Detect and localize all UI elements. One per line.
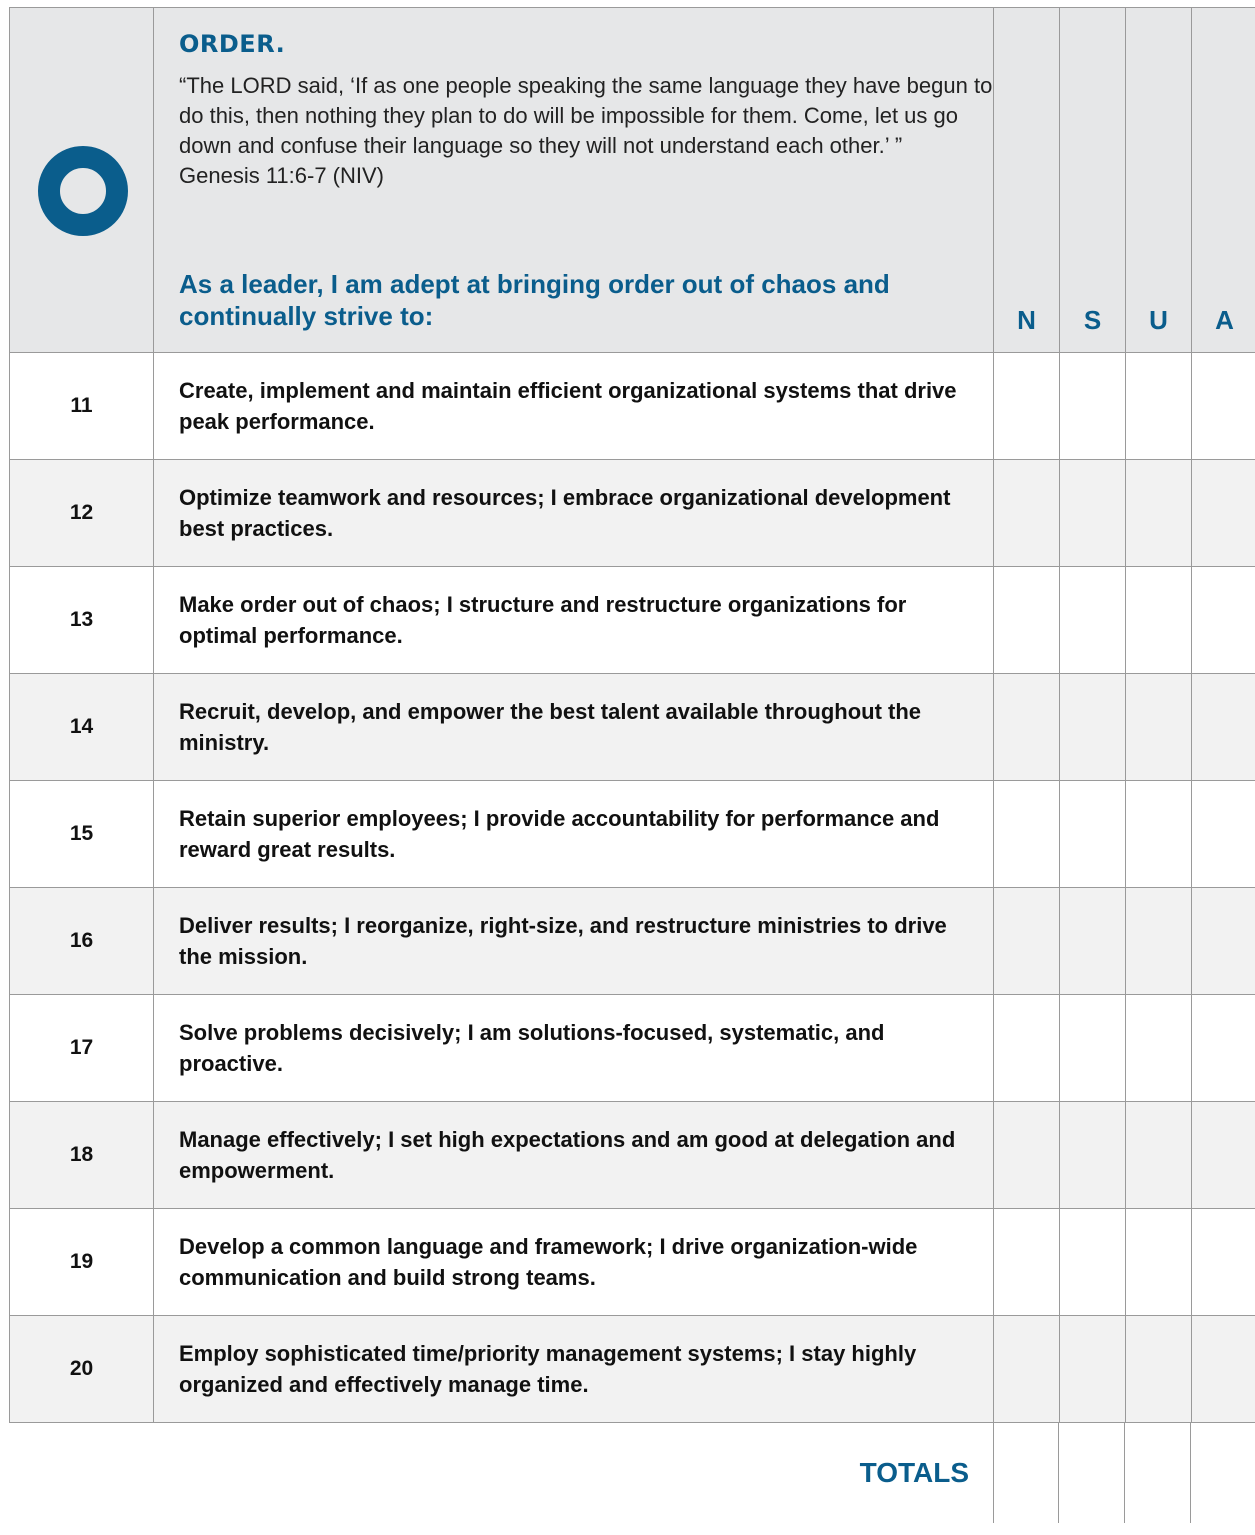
rating-cell-n[interactable] bbox=[994, 995, 1060, 1101]
rating-cell-n[interactable] bbox=[994, 674, 1060, 780]
rating-header-n bbox=[994, 8, 1060, 352]
section-letter-cell bbox=[10, 8, 154, 352]
rating-cell-n[interactable] bbox=[994, 888, 1060, 994]
rating-cell-a[interactable] bbox=[1192, 1102, 1255, 1208]
table-row bbox=[9, 674, 1255, 781]
rating-cell-u[interactable] bbox=[1126, 353, 1192, 459]
rating-cell-n[interactable] bbox=[994, 1316, 1060, 1422]
item-number: 13 bbox=[10, 567, 154, 673]
section-title: ORDER. bbox=[179, 30, 286, 58]
total-cell-a[interactable] bbox=[1191, 1423, 1255, 1523]
item-statement: Optimize teamwork and resources; I embrace organizational development best practices. bbox=[154, 460, 994, 566]
table-row bbox=[9, 1316, 1255, 1423]
lead-statement: As a leader, I am adept at bringing order out of chaos and continually strive to: bbox=[179, 269, 890, 331]
rating-cell-s[interactable] bbox=[1060, 781, 1126, 887]
rating-cell-u[interactable] bbox=[1126, 460, 1192, 566]
rating-cell-n[interactable] bbox=[994, 1209, 1060, 1315]
item-statement: Recruit, develop, and empower the best talent available throughout the ministry. bbox=[154, 674, 994, 780]
assessment-sheet bbox=[9, 7, 1255, 1523]
scripture-reference: Genesis 11:6-7 (NIV) bbox=[179, 163, 385, 188]
rating-cell-n[interactable] bbox=[994, 567, 1060, 673]
rating-header-u bbox=[1126, 8, 1192, 352]
section-header bbox=[9, 7, 1255, 353]
rating-label: S bbox=[1083, 305, 1102, 335]
rating-cell-a[interactable] bbox=[1192, 460, 1255, 566]
table-row bbox=[9, 888, 1255, 995]
total-cell-u[interactable] bbox=[1125, 1423, 1191, 1523]
rating-cell-a[interactable] bbox=[1192, 353, 1255, 459]
item-number: 18 bbox=[10, 1102, 154, 1208]
rating-cell-a[interactable] bbox=[1192, 1316, 1255, 1422]
rating-cell-s[interactable] bbox=[1060, 995, 1126, 1101]
table-row bbox=[9, 353, 1255, 460]
rating-cell-a[interactable] bbox=[1192, 674, 1255, 780]
table-row bbox=[9, 1209, 1255, 1316]
totals-label: TOTALS bbox=[859, 1457, 969, 1488]
item-statement: Create, implement and maintain efficient organizational systems that drive peak performance. bbox=[154, 353, 994, 459]
item-statement: Make order out of chaos; I structure and restructure organizations for optimal performance. bbox=[154, 567, 994, 673]
rating-cell-u[interactable] bbox=[1126, 1316, 1192, 1422]
rating-cell-s[interactable] bbox=[1060, 1316, 1126, 1422]
rating-cell-a[interactable] bbox=[1192, 567, 1255, 673]
rating-header-a bbox=[1192, 8, 1255, 352]
rating-cell-u[interactable] bbox=[1126, 1102, 1192, 1208]
table-row bbox=[9, 1102, 1255, 1209]
rating-cell-n[interactable] bbox=[994, 460, 1060, 566]
rating-cell-s[interactable] bbox=[1060, 1209, 1126, 1315]
rating-cell-u[interactable] bbox=[1126, 888, 1192, 994]
rating-cell-a[interactable] bbox=[1192, 995, 1255, 1101]
rating-label: N bbox=[1017, 305, 1036, 335]
rating-cell-n[interactable] bbox=[994, 1102, 1060, 1208]
rating-cell-s[interactable] bbox=[1060, 1102, 1126, 1208]
rating-cell-u[interactable] bbox=[1126, 1209, 1192, 1315]
rating-cell-u[interactable] bbox=[1126, 674, 1192, 780]
table-row bbox=[9, 781, 1255, 888]
rating-cell-s[interactable] bbox=[1060, 460, 1126, 566]
item-number: 15 bbox=[10, 781, 154, 887]
table-row bbox=[9, 460, 1255, 567]
item-statement: Manage effectively; I set high expectations and am good at delegation and empowerment. bbox=[154, 1102, 994, 1208]
item-number: 19 bbox=[10, 1209, 154, 1315]
rating-cell-n[interactable] bbox=[994, 353, 1060, 459]
total-cell-n[interactable] bbox=[993, 1423, 1059, 1523]
item-number: 20 bbox=[10, 1316, 154, 1422]
item-number: 17 bbox=[10, 995, 154, 1101]
rating-cell-u[interactable] bbox=[1126, 781, 1192, 887]
rating-cell-s[interactable] bbox=[1060, 888, 1126, 994]
letter-o-icon bbox=[38, 146, 128, 236]
rating-cell-u[interactable] bbox=[1126, 995, 1192, 1101]
rating-cell-s[interactable] bbox=[1060, 674, 1126, 780]
item-number: 16 bbox=[10, 888, 154, 994]
rating-cell-a[interactable] bbox=[1192, 888, 1255, 994]
rating-cell-u[interactable] bbox=[1126, 567, 1192, 673]
item-statement: Solve problems decisively; I am solutions-focused, systematic, and proactive. bbox=[154, 995, 994, 1101]
table-row bbox=[9, 567, 1255, 674]
rating-header-s bbox=[1060, 8, 1126, 352]
section-intro bbox=[154, 8, 994, 352]
item-number: 14 bbox=[10, 674, 154, 780]
table-row bbox=[9, 995, 1255, 1102]
rating-label: A bbox=[1215, 305, 1234, 335]
item-statement: Employ sophisticated time/priority management systems; I stay highly organized and effectively manage time. bbox=[154, 1316, 994, 1422]
scripture-quote: “The LORD said, ‘If as one people speaking the same language they have begun to do this, then nothing they plan to do will be impossible for them. Come, let us go down and confuse their language so they will not understand each other.’ ” bbox=[179, 73, 993, 158]
total-cell-s[interactable] bbox=[1059, 1423, 1125, 1523]
item-number: 11 bbox=[10, 353, 154, 459]
rating-cell-a[interactable] bbox=[1192, 781, 1255, 887]
rating-label: U bbox=[1149, 305, 1168, 335]
rating-cell-n[interactable] bbox=[994, 781, 1060, 887]
rating-cell-s[interactable] bbox=[1060, 567, 1126, 673]
item-number: 12 bbox=[10, 460, 154, 566]
item-statement: Retain superior employees; I provide accountability for performance and reward great results. bbox=[154, 781, 994, 887]
item-statement: Deliver results; I reorganize, right-size, and restructure ministries to drive the mission. bbox=[154, 888, 994, 994]
rating-cell-a[interactable] bbox=[1192, 1209, 1255, 1315]
item-statement: Develop a common language and framework; I drive organization-wide communication and build strong teams. bbox=[154, 1209, 994, 1315]
rating-cell-s[interactable] bbox=[1060, 353, 1126, 459]
totals-row bbox=[9, 1423, 1255, 1523]
assessment-table bbox=[9, 7, 1255, 1523]
